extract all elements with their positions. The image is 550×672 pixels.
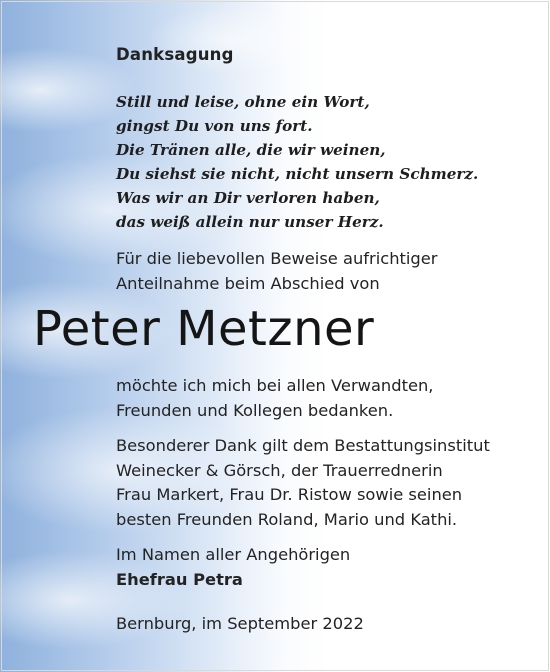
- poem-line: das weiß allein nur unser Herz.: [116, 213, 384, 231]
- poem-line: gingst Du von uns fort.: [116, 117, 313, 135]
- place-date-text: Bernburg, im September 2022: [116, 614, 364, 633]
- poem-line: Du siehst sie nicht, nicht unsern Schmerz.: [116, 165, 479, 183]
- place-date: [116, 612, 364, 637]
- intro-paragraph: [116, 247, 437, 296]
- notice-heading: Danksagung: [116, 45, 234, 64]
- poem: [116, 90, 478, 234]
- special-thanks-line: Besonderer Dank gilt dem Bestattungsinstitut: [116, 436, 490, 455]
- intro-line: Für die liebevollen Beweise aufrichtiger: [116, 249, 438, 268]
- signature-line: Im Namen aller Angehörigen: [116, 545, 351, 564]
- deceased-name: Peter Metzner: [33, 301, 375, 357]
- intro-line: Anteilnahme beim Abschied von: [116, 273, 380, 293]
- poem-line: Still und leise, ohne ein Wort,: [116, 93, 370, 111]
- special-thanks-line: Frau Markert, Frau Dr. Ristow sowie seinen: [116, 485, 463, 504]
- poem-line: Die Tränen alle, die wir weinen,: [116, 141, 386, 159]
- special-thanks-line: besten Freunden Roland, Mario und Kathi.: [116, 509, 458, 529]
- special-thanks-line: Weinecker & Görsch, der Trauerrednerin: [116, 460, 443, 480]
- special-thanks-paragraph: [116, 434, 490, 532]
- thanks-line: möchte ich mich bei allen Verwandten,: [116, 376, 434, 395]
- signer-name: Ehefrau Petra: [116, 569, 243, 589]
- signature-block: [116, 543, 350, 592]
- poem-line: Was wir an Dir verloren haben,: [116, 189, 380, 207]
- thanks-paragraph: [116, 374, 433, 423]
- thanks-line: Freunden und Kollegen bedanken.: [116, 400, 394, 420]
